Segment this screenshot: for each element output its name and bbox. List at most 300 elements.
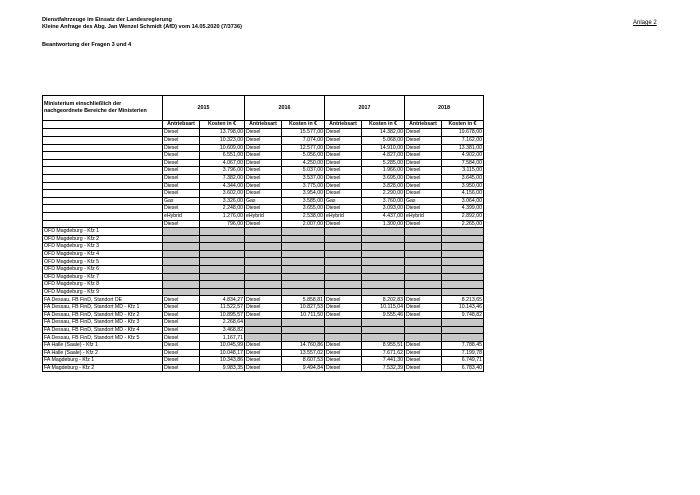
drive-type-cell: Diesel: [325, 182, 362, 190]
row-label: [43, 197, 163, 205]
drive-type-cell: eHybrid: [405, 212, 442, 220]
drive-type-cell: Diesel: [405, 152, 442, 160]
drive-type-cell: [405, 235, 442, 243]
cost-cell: [200, 258, 245, 266]
cost-header: Kosten in €: [282, 121, 325, 129]
drive-type-cell: [163, 266, 200, 274]
cost-cell: 2.538,00: [282, 212, 325, 220]
drive-type-cell: [325, 319, 362, 327]
cost-cell: 14.760,86: [282, 342, 325, 350]
cost-header: Kosten in €: [362, 121, 405, 129]
drive-type-cell: [325, 326, 362, 334]
cost-cell: 3.775,00: [282, 182, 325, 190]
cost-cell: 3.537,00: [282, 174, 325, 182]
row-label: [43, 136, 163, 144]
drive-type-cell: [245, 266, 282, 274]
table-row: [43, 250, 484, 258]
cost-cell: 7.788,45: [442, 342, 484, 350]
year-header: 2017: [325, 96, 405, 121]
cost-cell: 3.093,00: [362, 205, 405, 213]
drive-type-cell: [405, 334, 442, 342]
cost-cell: 10.323,00: [200, 136, 245, 144]
cost-cell: 10.143,46: [442, 304, 484, 312]
cost-cell: 19.678,00: [442, 129, 484, 137]
drive-type-cell: Diesel: [163, 159, 200, 167]
cost-cell: 7.162,00: [442, 136, 484, 144]
cost-cell: 3.468,82: [200, 326, 245, 334]
drive-type-header: Antriebsart: [325, 121, 362, 129]
cost-cell: 5.056,00: [282, 152, 325, 160]
cost-cell: 15.577,00: [282, 129, 325, 137]
drive-type-cell: Diesel: [163, 144, 200, 152]
drive-type-cell: Diesel: [325, 174, 362, 182]
row-label: FA Dessau, FB FinD, Standort MD - Kfz 5: [43, 334, 163, 342]
cost-cell: 6.783,40: [442, 364, 484, 372]
drive-type-cell: [245, 235, 282, 243]
drive-type-cell: [405, 281, 442, 289]
cost-cell: [362, 258, 405, 266]
cost-cell: 3.115,00: [442, 167, 484, 175]
table-row: [43, 357, 484, 365]
drive-type-cell: [163, 258, 200, 266]
row-label: OFD Magdeburg - Kfz 6: [43, 266, 163, 274]
drive-type-header: Antriebsart: [163, 121, 200, 129]
drive-type-cell: [325, 258, 362, 266]
drive-type-cell: Diesel: [325, 304, 362, 312]
cost-cell: 1.966,00: [362, 167, 405, 175]
cost-cell: [442, 235, 484, 243]
drive-type-cell: Gas: [405, 197, 442, 205]
drive-type-cell: [325, 334, 362, 342]
drive-type-cell: Diesel: [325, 136, 362, 144]
table-row: [43, 319, 484, 327]
drive-type-cell: Diesel: [163, 129, 200, 137]
row-label: [43, 220, 163, 228]
cost-cell: [282, 334, 325, 342]
cost-cell: 4.437,00: [362, 212, 405, 220]
row-label: [43, 174, 163, 182]
row-label: FA Magdeburg - Kfz 2: [43, 364, 163, 372]
cost-cell: 9.494,84: [282, 364, 325, 372]
table-row: [43, 334, 484, 342]
drive-type-cell: Diesel: [405, 136, 442, 144]
cost-cell: 7.584,00: [442, 159, 484, 167]
cost-cell: 1.300,00: [362, 220, 405, 228]
row-label: FA Dessau, FB FinD, Standort DE: [43, 296, 163, 304]
drive-type-cell: [405, 288, 442, 296]
table-row: [43, 273, 484, 281]
cost-cell: 7.074,00: [282, 136, 325, 144]
cost-cell: [282, 228, 325, 236]
drive-type-cell: Diesel: [405, 205, 442, 213]
table-header-years: [43, 96, 484, 121]
drive-type-cell: [163, 228, 200, 236]
cost-cell: [362, 273, 405, 281]
cost-cell: 10.343,86: [200, 357, 245, 365]
drive-type-cell: Diesel: [405, 159, 442, 167]
cost-cell: [442, 288, 484, 296]
drive-type-cell: Diesel: [405, 349, 442, 357]
drive-type-cell: Diesel: [325, 144, 362, 152]
cost-header: Kosten in €: [442, 121, 484, 129]
drive-type-cell: Diesel: [325, 342, 362, 350]
table-row: [43, 197, 484, 205]
cost-cell: 5.285,00: [362, 159, 405, 167]
drive-type-cell: Diesel: [245, 357, 282, 365]
cost-cell: 4.399,00: [442, 205, 484, 213]
cost-cell: 2.265,00: [442, 220, 484, 228]
drive-type-cell: Diesel: [245, 167, 282, 175]
drive-type-cell: Diesel: [163, 319, 200, 327]
cost-cell: 3.645,00: [442, 174, 484, 182]
table-row: [43, 129, 484, 137]
drive-type-cell: Diesel: [405, 357, 442, 365]
row-label: [43, 190, 163, 198]
drive-type-cell: [245, 273, 282, 281]
cost-cell: 7.532,39: [362, 364, 405, 372]
drive-type-cell: Diesel: [405, 129, 442, 137]
cost-cell: [282, 258, 325, 266]
cost-cell: 14.910,00: [362, 144, 405, 152]
cost-cell: 7.382,00: [200, 174, 245, 182]
cost-cell: [362, 319, 405, 327]
cost-cell: 8.955,51: [362, 342, 405, 350]
drive-type-cell: Diesel: [325, 159, 362, 167]
table-body: [43, 129, 484, 372]
cost-cell: 7.441,30: [362, 357, 405, 365]
cost-header: Kosten in €: [200, 121, 245, 129]
drive-type-cell: [245, 258, 282, 266]
cost-cell: [362, 288, 405, 296]
drive-type-cell: Diesel: [163, 357, 200, 365]
row-label: [43, 144, 163, 152]
drive-type-cell: [163, 273, 200, 281]
drive-type-cell: [245, 334, 282, 342]
table-row: [43, 182, 484, 190]
drive-type-cell: Diesel: [405, 220, 442, 228]
row-label: FA Magdeburg - Kfz 1: [43, 357, 163, 365]
table-row: [43, 152, 484, 160]
cost-cell: 1.276,00: [200, 212, 245, 220]
drive-type-header: Antriebsart: [245, 121, 282, 129]
drive-type-cell: Diesel: [405, 342, 442, 350]
row-label: [43, 152, 163, 160]
cost-cell: [362, 228, 405, 236]
cost-cell: [200, 266, 245, 274]
cost-cell: 7.199,78: [442, 349, 484, 357]
drive-type-cell: [245, 288, 282, 296]
drive-type-cell: [405, 250, 442, 258]
cost-cell: 3.950,00: [442, 182, 484, 190]
drive-type-cell: [163, 281, 200, 289]
cost-cell: 3.796,00: [200, 167, 245, 175]
cost-cell: [362, 243, 405, 251]
cost-cell: 14.382,00: [362, 129, 405, 137]
drive-type-cell: Diesel: [163, 174, 200, 182]
cost-cell: 11.522,57: [200, 304, 245, 312]
drive-type-cell: [163, 288, 200, 296]
drive-type-cell: [325, 235, 362, 243]
drive-type-cell: Diesel: [325, 296, 362, 304]
cost-cell: 3.602,00: [200, 190, 245, 198]
drive-type-cell: [163, 243, 200, 251]
cost-cell: 5.068,00: [362, 136, 405, 144]
drive-type-cell: eHybrid: [163, 212, 200, 220]
row-label: FA Halle (Saale) - Kfz 2: [43, 349, 163, 357]
table-row: [43, 326, 484, 334]
drive-type-cell: [325, 250, 362, 258]
cost-cell: 3.695,00: [362, 174, 405, 182]
row-label: OFD Magdeburg - Kfz 7: [43, 273, 163, 281]
drive-type-cell: Diesel: [325, 190, 362, 198]
drive-type-cell: Diesel: [325, 152, 362, 160]
drive-type-cell: [325, 281, 362, 289]
cost-cell: 4.902,00: [442, 152, 484, 160]
drive-type-cell: Diesel: [163, 342, 200, 350]
drive-type-cell: Diesel: [163, 152, 200, 160]
cost-cell: 8.607,53: [282, 357, 325, 365]
drive-type-cell: Diesel: [245, 136, 282, 144]
table-row: [43, 311, 484, 319]
drive-type-cell: [405, 273, 442, 281]
drive-type-cell: Diesel: [325, 349, 362, 357]
cost-cell: [362, 250, 405, 258]
drive-type-cell: Diesel: [405, 182, 442, 190]
cost-cell: [362, 281, 405, 289]
table-row: [43, 266, 484, 274]
cost-cell: 3.326,00: [200, 197, 245, 205]
cost-cell: 10.048,17: [200, 349, 245, 357]
year-header: 2015: [163, 96, 245, 121]
cost-cell: [282, 243, 325, 251]
drive-type-cell: Diesel: [163, 190, 200, 198]
cost-cell: 3.064,00: [442, 197, 484, 205]
drive-type-cell: [245, 250, 282, 258]
drive-type-cell: Diesel: [405, 304, 442, 312]
drive-type-cell: Diesel: [325, 220, 362, 228]
table-row: [43, 281, 484, 289]
row-label: FA Dessau, FB FinD, Standort MD - Kfz 3: [43, 319, 163, 327]
drive-type-cell: Diesel: [245, 152, 282, 160]
drive-type-cell: Diesel: [245, 220, 282, 228]
row-label: [43, 212, 163, 220]
table-row: [43, 159, 484, 167]
cost-cell: [282, 326, 325, 334]
cost-cell: [362, 326, 405, 334]
row-label: OFD Magdeburg - Kfz 9: [43, 288, 163, 296]
drive-type-cell: Diesel: [325, 311, 362, 319]
row-label: [43, 167, 163, 175]
drive-type-cell: [245, 243, 282, 251]
cost-cell: 9.983,35: [200, 364, 245, 372]
cost-cell: [200, 250, 245, 258]
table-row: [43, 304, 484, 312]
cost-cell: 796,00: [200, 220, 245, 228]
drive-type-cell: [163, 235, 200, 243]
drive-type-cell: [405, 319, 442, 327]
row-label: OFD Magdeburg - Kfz 4: [43, 250, 163, 258]
row-label: OFD Magdeburg - Kfz 5: [43, 258, 163, 266]
table-row: [43, 167, 484, 175]
table-row: [43, 190, 484, 198]
table-row: [43, 144, 484, 152]
table-row: [43, 364, 484, 372]
cost-cell: 1.167,71: [200, 334, 245, 342]
row-label: OFD Magdeburg - Kfz 2: [43, 235, 163, 243]
table-row: [43, 235, 484, 243]
drive-type-cell: Diesel: [163, 311, 200, 319]
drive-type-cell: Diesel: [163, 304, 200, 312]
drive-type-cell: Gas: [325, 197, 362, 205]
drive-type-cell: [405, 243, 442, 251]
drive-type-cell: Diesel: [163, 136, 200, 144]
row-label: FA Dessau, FB FinD, Standort MD - Kfz 2: [43, 311, 163, 319]
cost-cell: [200, 281, 245, 289]
cost-cell: 10.609,00: [200, 144, 245, 152]
cost-cell: 13.381,00: [442, 144, 484, 152]
drive-type-header: Antriebsart: [405, 121, 442, 129]
drive-type-cell: Diesel: [245, 174, 282, 182]
cost-cell: [282, 281, 325, 289]
row-label: FA Dessau, FB FinD, Standort MD - Kfz 1: [43, 304, 163, 312]
cost-cell: [282, 266, 325, 274]
cost-cell: [200, 235, 245, 243]
drive-type-cell: Diesel: [163, 364, 200, 372]
ministry-header: Ministerium einschließlich der nachgeordnete Bereiche der Ministerien: [43, 96, 163, 121]
cost-cell: [442, 319, 484, 327]
document-header: [42, 17, 242, 32]
drive-type-cell: [245, 228, 282, 236]
drive-type-cell: Diesel: [405, 311, 442, 319]
table-row: [43, 174, 484, 182]
drive-type-cell: Diesel: [245, 129, 282, 137]
drive-type-cell: Diesel: [405, 296, 442, 304]
document-title: Dienstfahrzeuge im Einsatz der Landesregierung: [42, 17, 172, 23]
cost-cell: [442, 243, 484, 251]
cost-cell: [200, 228, 245, 236]
cost-cell: 9.555,46: [362, 311, 405, 319]
drive-type-cell: Diesel: [245, 190, 282, 198]
drive-type-cell: Diesel: [325, 129, 362, 137]
cost-cell: 10.711,50: [282, 311, 325, 319]
drive-type-cell: [325, 243, 362, 251]
cost-cell: 13.798,00: [200, 129, 245, 137]
cost-cell: 4.344,00: [200, 182, 245, 190]
cost-cell: [282, 250, 325, 258]
drive-type-cell: [405, 326, 442, 334]
table-row: [43, 243, 484, 251]
drive-type-cell: Diesel: [163, 296, 200, 304]
table-row: [43, 258, 484, 266]
cost-cell: 4.827,00: [362, 152, 405, 160]
drive-type-cell: Diesel: [405, 364, 442, 372]
cost-cell: 2.892,00: [442, 212, 484, 220]
cost-cell: 3.655,00: [282, 205, 325, 213]
drive-type-cell: [405, 266, 442, 274]
row-label: [43, 159, 163, 167]
table-row: [43, 342, 484, 350]
drive-type-cell: Diesel: [163, 220, 200, 228]
table-row: [43, 136, 484, 144]
cost-cell: 2.248,00: [200, 205, 245, 213]
drive-type-cell: Diesel: [325, 205, 362, 213]
drive-type-cell: [245, 281, 282, 289]
drive-type-cell: Diesel: [245, 342, 282, 350]
cost-cell: [200, 243, 245, 251]
row-label: [43, 182, 163, 190]
drive-type-cell: [163, 250, 200, 258]
cost-cell: [442, 250, 484, 258]
row-label: OFD Magdeburg - Kfz 3: [43, 243, 163, 251]
drive-type-cell: Diesel: [245, 311, 282, 319]
cost-cell: [442, 273, 484, 281]
year-header: 2018: [405, 96, 484, 121]
drive-type-cell: eHybrid: [325, 212, 362, 220]
drive-type-cell: Diesel: [245, 205, 282, 213]
cost-cell: [200, 273, 245, 281]
drive-type-cell: Diesel: [245, 364, 282, 372]
cost-cell: [200, 288, 245, 296]
cost-cell: 3.954,00: [282, 190, 325, 198]
cost-cell: 9.748,82: [442, 311, 484, 319]
table-row: [43, 212, 484, 220]
cost-cell: [442, 326, 484, 334]
drive-type-cell: [245, 326, 282, 334]
drive-type-cell: Diesel: [163, 334, 200, 342]
cost-cell: 10.045,99: [200, 342, 245, 350]
cost-cell: 4.250,00: [282, 159, 325, 167]
table-row: [43, 296, 484, 304]
drive-type-cell: Gas: [245, 197, 282, 205]
cost-cell: 12.577,00: [282, 144, 325, 152]
drive-type-cell: Diesel: [245, 349, 282, 357]
drive-type-cell: eHybrid: [245, 212, 282, 220]
drive-type-cell: [325, 266, 362, 274]
cost-cell: 3.828,00: [362, 182, 405, 190]
cost-cell: [282, 288, 325, 296]
drive-type-cell: Diesel: [245, 159, 282, 167]
cost-cell: [282, 319, 325, 327]
table-row: [43, 288, 484, 296]
drive-type-cell: Diesel: [245, 304, 282, 312]
cost-cell: 4.156,00: [442, 190, 484, 198]
cost-cell: 5.858,81: [282, 296, 325, 304]
cost-cell: 3.585,00: [282, 197, 325, 205]
drive-type-cell: Diesel: [405, 174, 442, 182]
cost-cell: 8.202,83: [362, 296, 405, 304]
drive-type-cell: Diesel: [163, 326, 200, 334]
cost-cell: 3.760,00: [362, 197, 405, 205]
document-inquiry: Kleine Anfrage des Abg. Jan Wenzel Schmidt (AfD) vom 14.05.2020 (7/3736): [42, 24, 242, 31]
table-header-columns: [43, 121, 484, 129]
drive-type-cell: Diesel: [245, 296, 282, 304]
year-header: 2016: [245, 96, 325, 121]
row-label: [43, 129, 163, 137]
drive-type-cell: Diesel: [163, 349, 200, 357]
cost-cell: 10.827,53: [282, 304, 325, 312]
vehicle-cost-table: [42, 95, 484, 372]
drive-type-cell: [405, 258, 442, 266]
row-label: OFD Magdeburg - Kfz 8: [43, 281, 163, 289]
table-row: [43, 349, 484, 357]
drive-type-cell: Diesel: [325, 364, 362, 372]
drive-type-cell: Diesel: [163, 167, 200, 175]
cost-cell: [442, 334, 484, 342]
drive-type-cell: [245, 319, 282, 327]
cost-cell: [442, 258, 484, 266]
cost-cell: 8.213,65: [442, 296, 484, 304]
drive-type-cell: Diesel: [245, 144, 282, 152]
